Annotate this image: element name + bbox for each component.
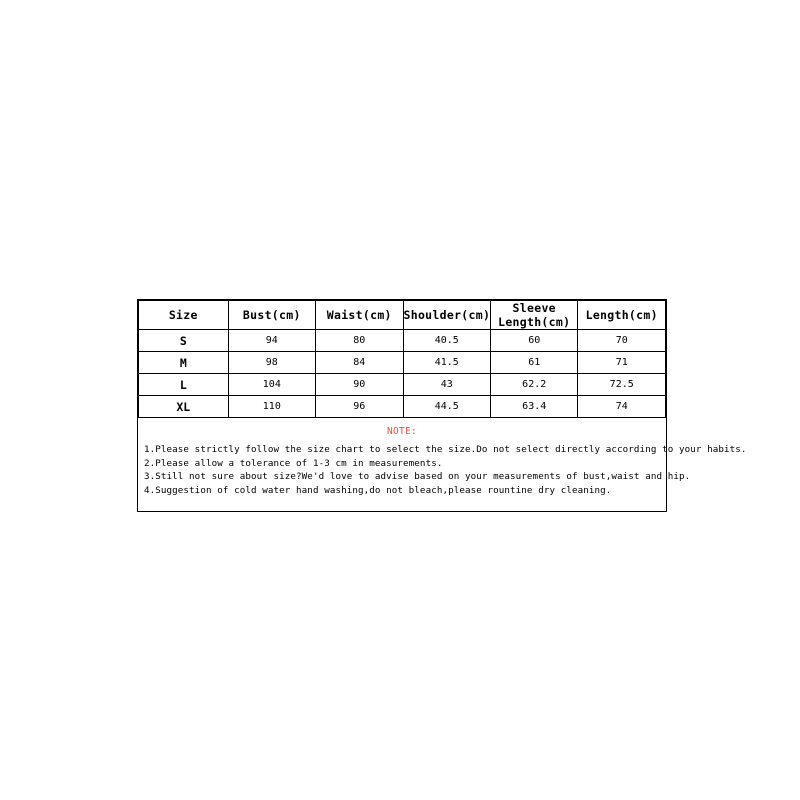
note-section [138,418,747,511]
cell-waist: 80 [316,330,403,352]
cell-shoulder: 44.5 [403,396,490,418]
column-header-shoulder: Shoulder(cm) [403,301,490,330]
cell-length: 74 [578,396,666,418]
column-header-size: Size [139,301,229,330]
cell-size: XL [139,396,229,418]
cell-sleeve-length: 60 [490,330,577,352]
cell-waist: 96 [316,396,403,418]
column-header-waist: Waist(cm) [316,301,403,330]
cell-length: 71 [578,352,666,374]
note-title: NOTE: [386,426,418,437]
note-line: 4.Suggestion of cold water hand washing,do not bleach,please rountine dry cleaning. [144,484,612,496]
note-line: 2.Please allow a tolerance of 1-3 cm in measurements. [144,457,443,469]
cell-shoulder: 43 [403,374,490,396]
cell-size: S [139,330,229,352]
table-row [139,330,666,352]
cell-length: 70 [578,330,666,352]
table-header [139,301,666,330]
cell-bust: 104 [228,374,315,396]
table-row [139,352,666,374]
column-header-bust: Bust(cm) [228,301,315,330]
cell-bust: 98 [228,352,315,374]
cell-bust: 110 [228,396,315,418]
cell-sleeve-length: 61 [490,352,577,374]
cell-sleeve-length: 63.4 [490,396,577,418]
size-chart-table [138,300,666,418]
cell-waist: 90 [316,374,403,396]
cell-bust: 94 [228,330,315,352]
table-body [139,330,666,418]
column-header-length: Length(cm) [578,301,666,330]
table-row [139,374,666,396]
cell-waist: 84 [316,352,403,374]
column-header-sleeve-length: Sleeve Length(cm) [490,301,577,330]
cell-size: M [139,352,229,374]
note-line: 3.Still not sure about size?We'd love to advise based on your measurements of bust,waist and hip. [144,471,691,482]
cell-shoulder: 41.5 [403,352,490,374]
cell-size: L [139,374,229,396]
table-header-row [139,301,666,330]
cell-length: 72.5 [578,374,666,396]
cell-shoulder: 40.5 [403,330,490,352]
cell-sleeve-length: 62.2 [490,374,577,396]
size-chart-container [137,299,747,512]
note-line: 1.Please strictly follow the size chart to select the size.Do not select directly according to your habits. [144,444,747,455]
table-row [139,396,666,418]
